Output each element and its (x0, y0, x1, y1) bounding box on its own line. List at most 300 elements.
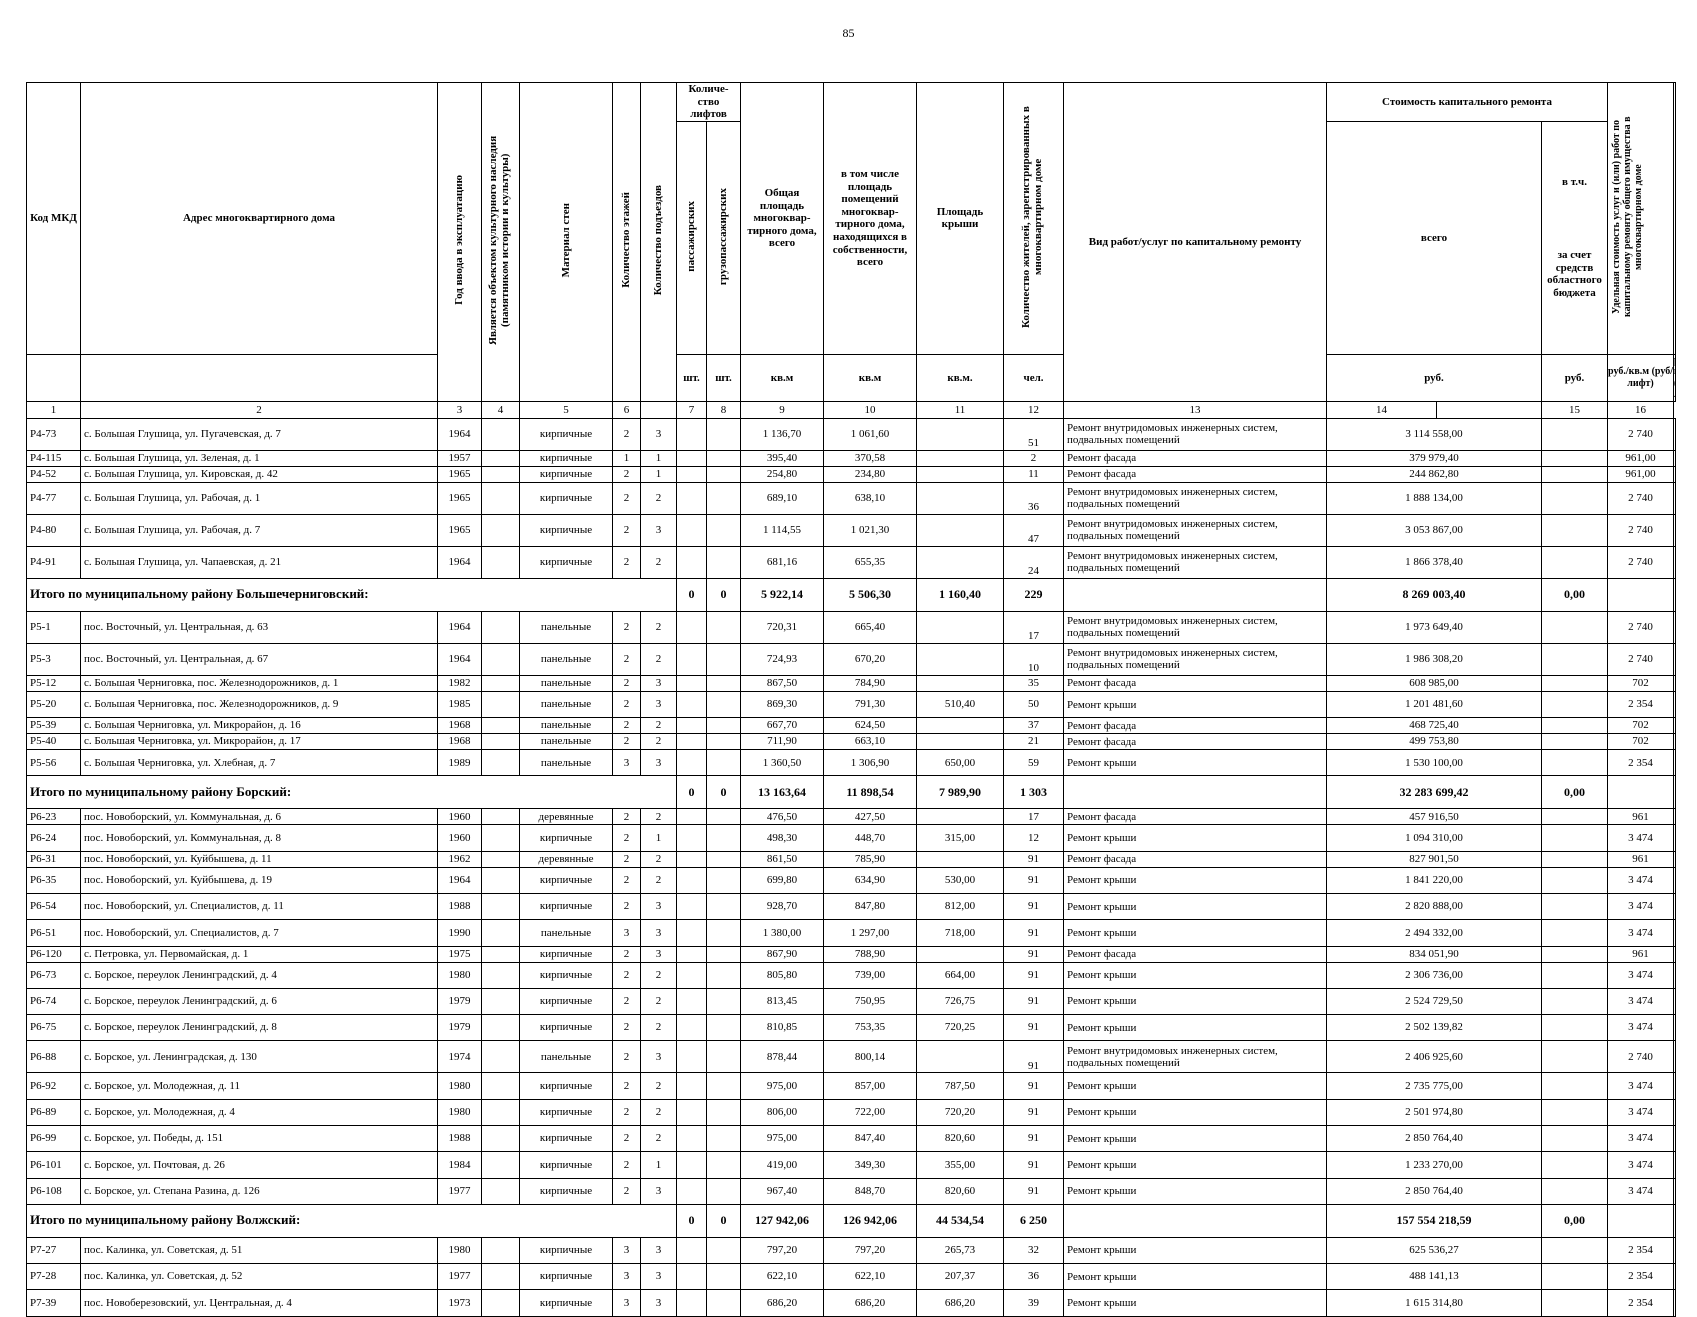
table-row (27, 643, 1676, 675)
floors-cell: 1 (613, 450, 641, 466)
work-type-cell: Ремонт внутридомовых инженерных систем, подвальных помещений (1064, 482, 1327, 514)
table-row (27, 514, 1676, 546)
address-cell: пос. Новоборский, ул. Коммунальная, д. 6 (81, 809, 438, 825)
elev-freight-cell (707, 418, 741, 450)
code-cell: Р6-31 (27, 851, 81, 867)
elev-freight-cell (707, 1178, 741, 1204)
heritage-cell (482, 1290, 520, 1316)
cost-total-cell: 2 850 764,40 (1327, 1178, 1542, 1204)
roof-area-cell: 787,50 (917, 1073, 1004, 1099)
elev-freight-cell (707, 1290, 741, 1316)
roof-area-cell: 820,60 (917, 1126, 1004, 1152)
max-cost-cell (1674, 675, 1676, 691)
year-cell: 1977 (438, 1264, 482, 1290)
wall-material-cell: деревянные (520, 851, 613, 867)
cost-total-cell: 2 502 139,82 (1327, 1015, 1542, 1041)
owned-area-cell: 797,20 (824, 1237, 917, 1263)
max-cost-cell (1674, 514, 1676, 546)
unit-cost-cell: 2 354 (1608, 691, 1674, 717)
roof-area-cell: 664,00 (917, 962, 1004, 988)
heritage-cell (482, 851, 520, 867)
table-header (27, 83, 1676, 419)
unit-cost-cell: 3 474 (1608, 894, 1674, 920)
floors-cell: 2 (613, 643, 641, 675)
year-cell: 1960 (438, 809, 482, 825)
wall-material-cell: кирпичные (520, 825, 613, 851)
roof-area-cell (917, 1041, 1004, 1073)
address-cell: с. Борское, переулок Ленинградский, д. 8 (81, 1015, 438, 1041)
elev-passenger-cell (677, 1290, 707, 1316)
heritage-cell (482, 867, 520, 893)
total-cost-cell: 32 283 699,42 (1327, 776, 1542, 809)
work-type-cell: Ремонт крыши (1064, 1290, 1327, 1316)
table-row (27, 867, 1676, 893)
elev-passenger-cell (677, 1041, 707, 1073)
column-number: 8 (707, 401, 741, 418)
elev-passenger-cell (677, 962, 707, 988)
elev-passenger-cell (677, 809, 707, 825)
elev-passenger-cell (677, 691, 707, 717)
elev-passenger-cell (677, 851, 707, 867)
total-label: Итого по муниципальному району Волжский: (27, 1204, 677, 1237)
work-type-cell: Ремонт внутридомовых инженерных систем, подвальных помещений (1064, 643, 1327, 675)
elev-freight-cell (707, 611, 741, 643)
roof-area-cell: 720,25 (917, 1015, 1004, 1041)
year-cell: 1990 (438, 920, 482, 946)
table-row (27, 1290, 1676, 1316)
residents-cell: 36 (1004, 482, 1064, 514)
floors-cell: 2 (613, 962, 641, 988)
elev-passenger-cell (677, 643, 707, 675)
residents-cell: 91 (1004, 1073, 1064, 1099)
header-owned-area: в том числе площадь помещений многоквар- тирного дома, находящихся в собственности, всего (824, 83, 917, 355)
wall-material-cell: кирпичные (520, 1152, 613, 1178)
cost-total-cell: 1 866 378,40 (1327, 546, 1542, 578)
cost-regional-cell (1542, 675, 1608, 691)
residents-cell: 12 (1004, 825, 1064, 851)
unit-cost-cell: 3 474 (1608, 825, 1674, 851)
elev-freight-cell (707, 482, 741, 514)
elev-freight-cell (707, 546, 741, 578)
max-cost-cell (1674, 946, 1676, 962)
unit-residents: чел. (1004, 354, 1064, 401)
cost-total-cell: 1 888 134,00 (1327, 482, 1542, 514)
cost-regional-cell (1542, 1041, 1608, 1073)
owned-area-cell: 847,80 (824, 894, 917, 920)
floors-cell: 2 (613, 988, 641, 1014)
total-area-cell: 1 114,55 (741, 514, 824, 546)
address-cell: пос. Новоберезовский, ул. Центральная, д. 4 (81, 1290, 438, 1316)
elev-freight-cell (707, 962, 741, 988)
year-cell: 1989 (438, 750, 482, 776)
year-cell: 1980 (438, 1099, 482, 1125)
cost-total-cell: 488 141,13 (1327, 1264, 1542, 1290)
table-row (27, 718, 1676, 734)
elev-freight-cell (707, 809, 741, 825)
total-cost-cell: 8 269 003,40 (1327, 578, 1542, 611)
elev-freight-cell (707, 1126, 741, 1152)
column-number (1437, 401, 1542, 418)
capital-repair-register-table (26, 82, 1676, 1317)
owned-area-cell: 670,20 (824, 643, 917, 675)
work-type-cell: Ремонт фасада (1064, 450, 1327, 466)
cost-regional-cell (1542, 514, 1608, 546)
cost-total-cell: 468 725,40 (1327, 718, 1542, 734)
table-row (27, 1126, 1676, 1152)
table-row (27, 1041, 1676, 1073)
unit-elev-passenger: шт. (677, 354, 707, 401)
floors-cell: 2 (613, 825, 641, 851)
work-type-cell: Ремонт крыши (1064, 691, 1327, 717)
code-cell: Р7-27 (27, 1237, 81, 1263)
elev-freight-cell (707, 514, 741, 546)
unit-cost-cell: 961,00 (1608, 466, 1674, 482)
work-type-cell: Ремонт крыши (1064, 1152, 1327, 1178)
total-area-cell: 928,70 (741, 894, 824, 920)
cost-regional-cell (1542, 825, 1608, 851)
floors-cell: 2 (613, 851, 641, 867)
header-unit-cost: Удельная стоимость услуг и (или) работ по капитальному ремонту общего имущества в многоквартирном доме (1608, 83, 1674, 355)
max-cost-cell (1674, 825, 1676, 851)
residents-cell: 2 (1004, 450, 1064, 466)
cost-total-cell: 1 530 100,00 (1327, 750, 1542, 776)
owned-area-cell: 739,00 (824, 962, 917, 988)
table-row (27, 988, 1676, 1014)
cost-total-cell: 1 094 310,00 (1327, 825, 1542, 851)
elev-freight-cell (707, 750, 741, 776)
entrances-cell: 2 (641, 482, 677, 514)
total-residents-cell: 229 (1004, 578, 1064, 611)
floors-cell: 2 (613, 418, 641, 450)
elev-freight-cell (707, 1237, 741, 1263)
wall-material-cell: кирпичные (520, 1099, 613, 1125)
total-area-cell: 878,44 (741, 1041, 824, 1073)
total-unit-cost-cell (1608, 578, 1674, 611)
residents-cell: 91 (1004, 1126, 1064, 1152)
max-cost-cell (1674, 1073, 1676, 1099)
unit-max-cost (1674, 354, 1676, 401)
code-cell: Р5-40 (27, 734, 81, 750)
table-row (27, 691, 1676, 717)
total-label: Итого по муниципальному району Борский: (27, 776, 677, 809)
residents-cell: 91 (1004, 851, 1064, 867)
column-number: 2 (81, 401, 438, 418)
wall-material-cell: кирпичные (520, 1237, 613, 1263)
total-elev-passenger: 0 (677, 776, 707, 809)
code-cell: Р4-115 (27, 450, 81, 466)
total-owned-area-cell: 126 942,06 (824, 1204, 917, 1237)
code-cell: Р5-39 (27, 718, 81, 734)
address-cell: с. Борское, ул. Победы, д. 151 (81, 1126, 438, 1152)
work-type-cell: Ремонт внутридомовых инженерных систем, подвальных помещений (1064, 418, 1327, 450)
heritage-cell (482, 734, 520, 750)
unit-cost-cell: 961,00 (1608, 450, 1674, 466)
code-cell: Р7-39 (27, 1290, 81, 1316)
heritage-cell (482, 418, 520, 450)
total-area-cell: 681,16 (741, 546, 824, 578)
district-total-row (27, 578, 1676, 611)
total-cost-regional-cell: 0,00 (1542, 776, 1608, 809)
cost-total-cell: 1 973 649,40 (1327, 611, 1542, 643)
code-cell: Р4-91 (27, 546, 81, 578)
roof-area-cell: 650,00 (917, 750, 1004, 776)
cost-total-cell: 2 501 974,80 (1327, 1099, 1542, 1125)
max-cost-cell (1674, 1152, 1676, 1178)
residents-cell: 35 (1004, 675, 1064, 691)
year-cell: 1988 (438, 894, 482, 920)
total-area-cell: 720,31 (741, 611, 824, 643)
wall-material-cell: кирпичные (520, 962, 613, 988)
roof-area-cell (917, 851, 1004, 867)
heritage-cell (482, 946, 520, 962)
code-cell: Р5-1 (27, 611, 81, 643)
residents-cell: 50 (1004, 691, 1064, 717)
code-cell: Р6-24 (27, 825, 81, 851)
owned-area-cell: 722,00 (824, 1099, 917, 1125)
residents-cell: 24 (1004, 546, 1064, 578)
year-cell: 1964 (438, 546, 482, 578)
column-number: 14 (1327, 401, 1437, 418)
floors-cell: 2 (613, 514, 641, 546)
year-cell: 1974 (438, 1041, 482, 1073)
floors-cell: 2 (613, 734, 641, 750)
work-type-cell: Ремонт крыши (1064, 920, 1327, 946)
heritage-cell (482, 482, 520, 514)
cost-total-cell: 244 862,80 (1327, 466, 1542, 482)
total-label: Итого по муниципальному району Большечерниговский: (27, 578, 677, 611)
cost-regional-cell (1542, 418, 1608, 450)
year-cell: 1975 (438, 946, 482, 962)
entrances-cell: 3 (641, 946, 677, 962)
total-elev-passenger: 0 (677, 578, 707, 611)
work-type-cell: Ремонт крыши (1064, 962, 1327, 988)
entrances-cell: 2 (641, 734, 677, 750)
max-cost-cell (1674, 546, 1676, 578)
address-cell: пос. Восточный, ул. Центральная, д. 67 (81, 643, 438, 675)
total-area-cell: 127 942,06 (741, 1204, 824, 1237)
entrances-cell: 2 (641, 611, 677, 643)
entrances-cell: 3 (641, 894, 677, 920)
residents-cell: 91 (1004, 867, 1064, 893)
work-type-cell: Ремонт крыши (1064, 1073, 1327, 1099)
elev-freight-cell (707, 946, 741, 962)
roof-area-cell (917, 809, 1004, 825)
code-cell: Р6-35 (27, 867, 81, 893)
work-type-cell: Ремонт фасада (1064, 718, 1327, 734)
total-elev-freight: 0 (707, 578, 741, 611)
total-area-cell: 395,40 (741, 450, 824, 466)
roof-area-cell (917, 734, 1004, 750)
address-cell: с. Большая Черниговка, пос. Железнодорожников, д. 1 (81, 675, 438, 691)
wall-material-cell: кирпичные (520, 466, 613, 482)
residents-cell: 91 (1004, 1099, 1064, 1125)
code-cell: Р4-52 (27, 466, 81, 482)
code-cell: Р5-3 (27, 643, 81, 675)
wall-material-cell: панельные (520, 920, 613, 946)
entrances-cell: 1 (641, 1152, 677, 1178)
district-total-row (27, 1204, 1676, 1237)
table-row (27, 962, 1676, 988)
wall-material-cell: кирпичные (520, 946, 613, 962)
total-area-cell: 867,50 (741, 675, 824, 691)
total-area-cell: 689,10 (741, 482, 824, 514)
entrances-cell: 3 (641, 418, 677, 450)
year-cell: 1973 (438, 1290, 482, 1316)
total-elev-freight: 0 (707, 776, 741, 809)
elev-freight-cell (707, 450, 741, 466)
work-type-cell: Ремонт крыши (1064, 825, 1327, 851)
roof-area-cell: 720,20 (917, 1099, 1004, 1125)
table-row (27, 894, 1676, 920)
entrances-cell: 1 (641, 466, 677, 482)
wall-material-cell: панельные (520, 734, 613, 750)
unit-owned-area: кв.м (824, 354, 917, 401)
year-cell: 1982 (438, 675, 482, 691)
code-cell: Р5-20 (27, 691, 81, 717)
elev-freight-cell (707, 466, 741, 482)
heritage-cell (482, 1073, 520, 1099)
roof-area-cell: 315,00 (917, 825, 1004, 851)
heritage-cell (482, 514, 520, 546)
cost-regional-cell (1542, 482, 1608, 514)
floors-cell: 3 (613, 1237, 641, 1263)
code-cell: Р6-75 (27, 1015, 81, 1041)
code-cell: Р6-92 (27, 1073, 81, 1099)
elev-freight-cell (707, 1099, 741, 1125)
address-cell: пос. Новоборский, ул. Специалистов, д. 11 (81, 894, 438, 920)
cost-total-cell: 2 494 332,00 (1327, 920, 1542, 946)
wall-material-cell: кирпичные (520, 894, 613, 920)
cost-regional-cell (1542, 1237, 1608, 1263)
total-area-cell: 254,80 (741, 466, 824, 482)
max-cost-cell (1674, 418, 1676, 450)
unit-cost-cell: 961 (1608, 946, 1674, 962)
roof-area-cell (917, 482, 1004, 514)
elev-freight-cell (707, 1015, 741, 1041)
work-type-cell: Ремонт крыши (1064, 1178, 1327, 1204)
total-unit-cost-cell (1608, 1204, 1674, 1237)
entrances-cell: 2 (641, 718, 677, 734)
unit-cost-cell: 2 740 (1608, 482, 1674, 514)
floors-cell: 2 (613, 675, 641, 691)
district-total-row (27, 776, 1676, 809)
owned-area-cell: 1 306,90 (824, 750, 917, 776)
roof-area-cell: 530,00 (917, 867, 1004, 893)
floors-cell: 2 (613, 1015, 641, 1041)
total-work-cell (1064, 1204, 1327, 1237)
total-area-cell: 805,80 (741, 962, 824, 988)
total-area-cell: 667,70 (741, 718, 824, 734)
code-cell: Р6-73 (27, 962, 81, 988)
cost-total-cell: 827 901,50 (1327, 851, 1542, 867)
wall-material-cell: кирпичные (520, 1073, 613, 1099)
max-cost-cell (1674, 1015, 1676, 1041)
elev-passenger-cell (677, 734, 707, 750)
cost-regional-cell (1542, 750, 1608, 776)
total-area-cell: 1 380,00 (741, 920, 824, 946)
owned-area-cell: 1 297,00 (824, 920, 917, 946)
total-area-cell: 711,90 (741, 734, 824, 750)
entrances-cell: 1 (641, 825, 677, 851)
elev-passenger-cell (677, 1015, 707, 1041)
floors-cell: 2 (613, 718, 641, 734)
elev-passenger-cell (677, 546, 707, 578)
roof-area-cell: 718,00 (917, 920, 1004, 946)
table-body (27, 418, 1676, 1316)
cost-regional-cell (1542, 1290, 1608, 1316)
header-entrances: Количество подъездов (641, 83, 677, 402)
heritage-cell (482, 1041, 520, 1073)
entrances-cell: 2 (641, 867, 677, 893)
total-elev-passenger: 0 (677, 1204, 707, 1237)
roof-area-cell: 265,73 (917, 1237, 1004, 1263)
max-cost-cell (1674, 643, 1676, 675)
work-type-cell: Ремонт фасада (1064, 809, 1327, 825)
address-cell: с. Петровка, ул. Первомайская, д. 1 (81, 946, 438, 962)
owned-area-cell: 753,35 (824, 1015, 917, 1041)
address-cell: пос. Новоборский, ул. Куйбышева, д. 19 (81, 867, 438, 893)
column-number: 11 (917, 401, 1004, 418)
total-area-cell: 622,10 (741, 1264, 824, 1290)
elev-freight-cell (707, 691, 741, 717)
year-cell: 1980 (438, 962, 482, 988)
residents-cell: 36 (1004, 1264, 1064, 1290)
owned-area-cell: 847,40 (824, 1126, 917, 1152)
cost-regional-cell (1542, 1073, 1608, 1099)
entrances-cell: 3 (641, 920, 677, 946)
header-max-cost (1674, 83, 1676, 355)
unit-cost-cell: 702 (1608, 675, 1674, 691)
cost-regional-cell (1542, 1152, 1608, 1178)
elev-freight-cell (707, 1152, 741, 1178)
entrances-cell: 3 (641, 1237, 677, 1263)
header-address: Адрес многоквартирного дома (81, 83, 438, 355)
roof-area-cell (917, 643, 1004, 675)
address-cell: с. Большая Глушица, ул. Пугачевская, д. 7 (81, 418, 438, 450)
residents-cell: 91 (1004, 1178, 1064, 1204)
unit-roof-area: кв.м. (917, 354, 1004, 401)
code-cell: Р4-77 (27, 482, 81, 514)
unit-cost-cell: 2 354 (1608, 1290, 1674, 1316)
year-cell: 1965 (438, 482, 482, 514)
code-cell: Р4-73 (27, 418, 81, 450)
cost-total-cell: 608 985,00 (1327, 675, 1542, 691)
max-cost-cell (1674, 734, 1676, 750)
table-row (27, 734, 1676, 750)
max-cost-cell (1674, 920, 1676, 946)
address-cell: пос. Новоборский, ул. Коммунальная, д. 8 (81, 825, 438, 851)
floors-cell: 2 (613, 1178, 641, 1204)
max-cost-cell (1674, 450, 1676, 466)
cost-total-cell: 1 233 270,00 (1327, 1152, 1542, 1178)
max-cost-cell (1674, 1178, 1676, 1204)
roof-area-cell: 820,60 (917, 1178, 1004, 1204)
total-unit-cost-cell (1608, 776, 1674, 809)
roof-area-cell (917, 946, 1004, 962)
elev-passenger-cell (677, 825, 707, 851)
floors-cell: 3 (613, 920, 641, 946)
entrances-cell: 3 (641, 691, 677, 717)
heritage-cell (482, 675, 520, 691)
work-type-cell: Ремонт крыши (1064, 1237, 1327, 1263)
wall-material-cell: панельные (520, 675, 613, 691)
residents-cell: 39 (1004, 1290, 1064, 1316)
floors-cell: 2 (613, 1073, 641, 1099)
unit-elev-freight: шт. (707, 354, 741, 401)
cost-total-cell: 625 536,27 (1327, 1237, 1542, 1263)
work-type-cell: Ремонт внутридомовых инженерных систем, подвальных помещений (1064, 1041, 1327, 1073)
work-type-cell: Ремонт фасада (1064, 675, 1327, 691)
